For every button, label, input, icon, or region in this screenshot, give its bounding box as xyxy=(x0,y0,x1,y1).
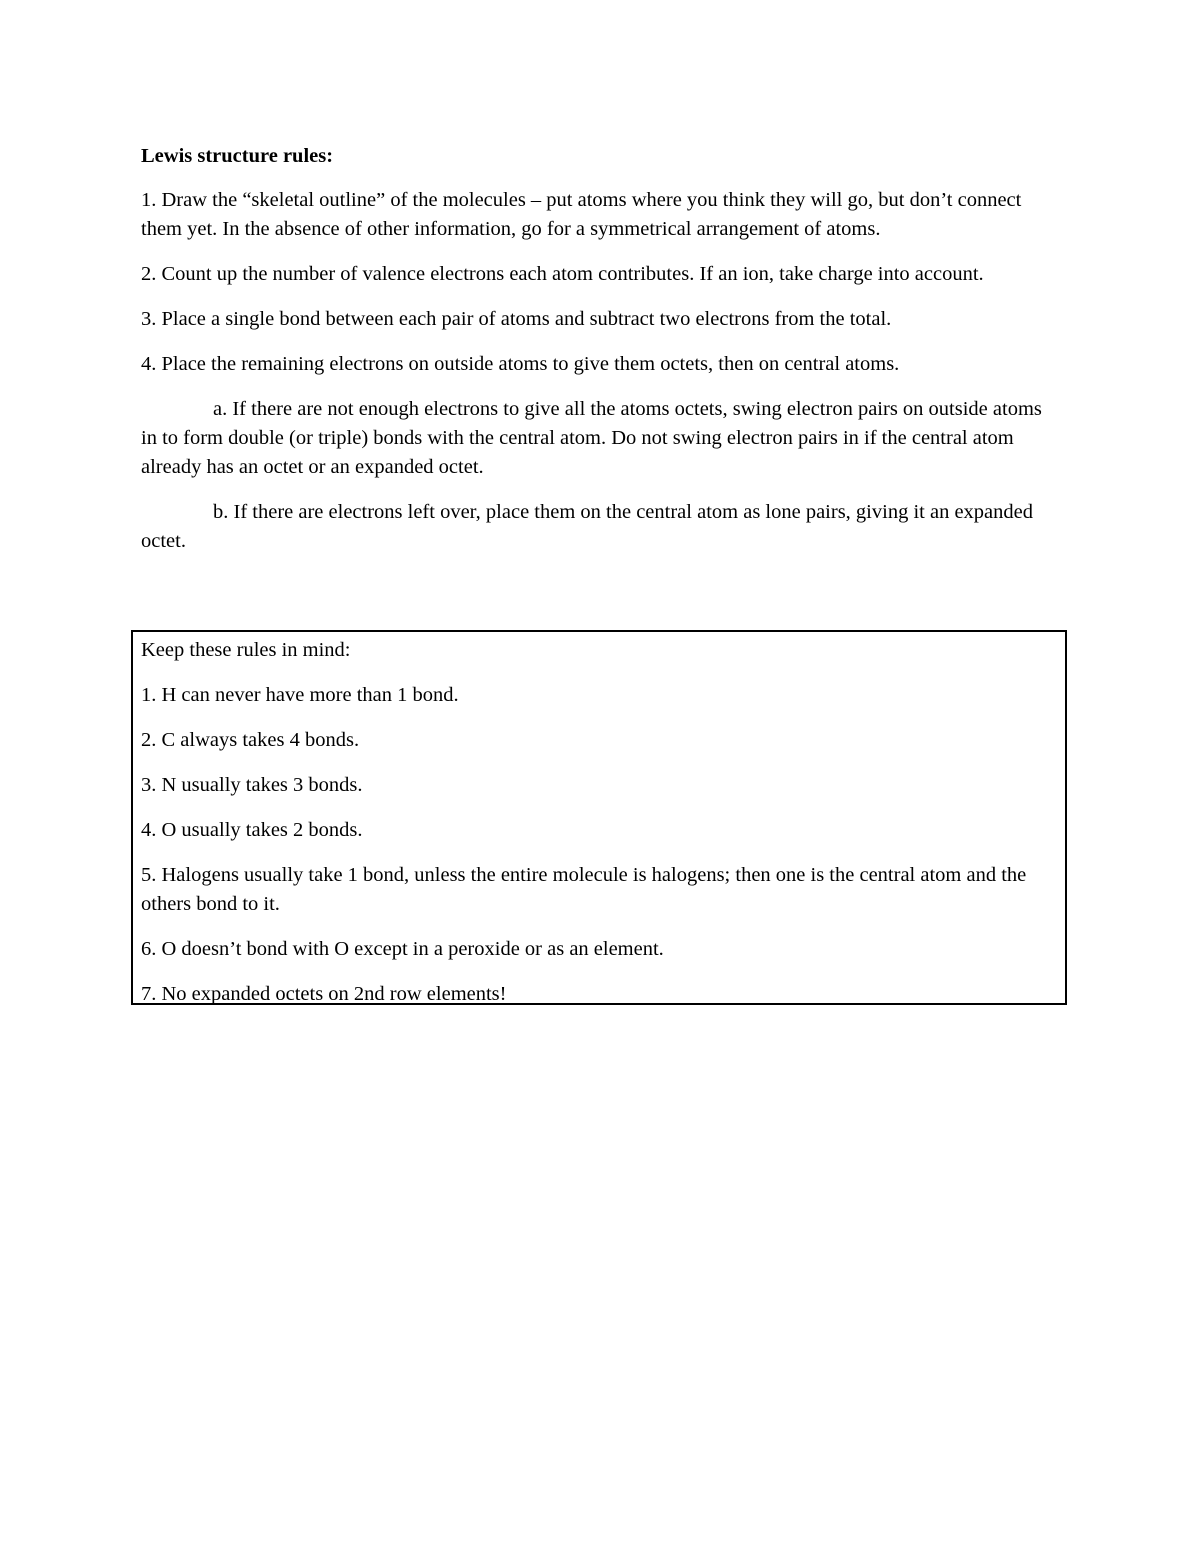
rule-item: 1. H can never have more than 1 bond. xyxy=(141,684,459,706)
step-2: 2. Count up the number of valence electrons each atom contributes. If an ion, take charge into account. xyxy=(141,263,984,285)
rule-item: 7. No expanded octets on 2nd row elements! xyxy=(141,983,507,1005)
substep-a: a. If there are not enough electrons to give all the atoms octets, swing electron pairs on outside atoms in to form double (or triple) bonds with the central atom. Do not swing electron pairs in if the central atom already has an octet or an expanded octet. xyxy=(141,398,1042,478)
step-4: 4. Place the remaining electrons on outside atoms to give them octets, then on central atoms. xyxy=(141,353,900,375)
rule-item: 5. Halogens usually take 1 bond, unless the entire molecule is halogens; then one is the central atom and the others bond to it. xyxy=(141,864,1027,915)
rule-item: 4. O usually takes 2 bonds. xyxy=(141,819,363,841)
rule-item: 3. N usually takes 3 bonds. xyxy=(141,774,363,796)
substep-b: b. If there are electrons left over, place them on the central atom as lone pairs, giving it an expanded octet. xyxy=(141,501,1033,552)
rule-item: 2. C always takes 4 bonds. xyxy=(141,729,360,751)
rules-box-intro: Keep these rules in mind: xyxy=(141,639,351,661)
lewis-rules-section xyxy=(141,142,1061,572)
rules-box xyxy=(131,630,1067,1005)
step-3: 3. Place a single bond between each pair of atoms and subtract two electrons from the total. xyxy=(141,308,892,330)
step-1: 1. Draw the “skeletal outline” of the molecules – put atoms where you think they will go, but don’t connect them yet. In the absence of other information, go for a symmetrical arrangement of atoms. xyxy=(141,189,1022,240)
rule-item: 6. O doesn’t bond with O except in a peroxide or as an element. xyxy=(141,938,664,960)
section-heading: Lewis structure rules: xyxy=(141,145,334,167)
